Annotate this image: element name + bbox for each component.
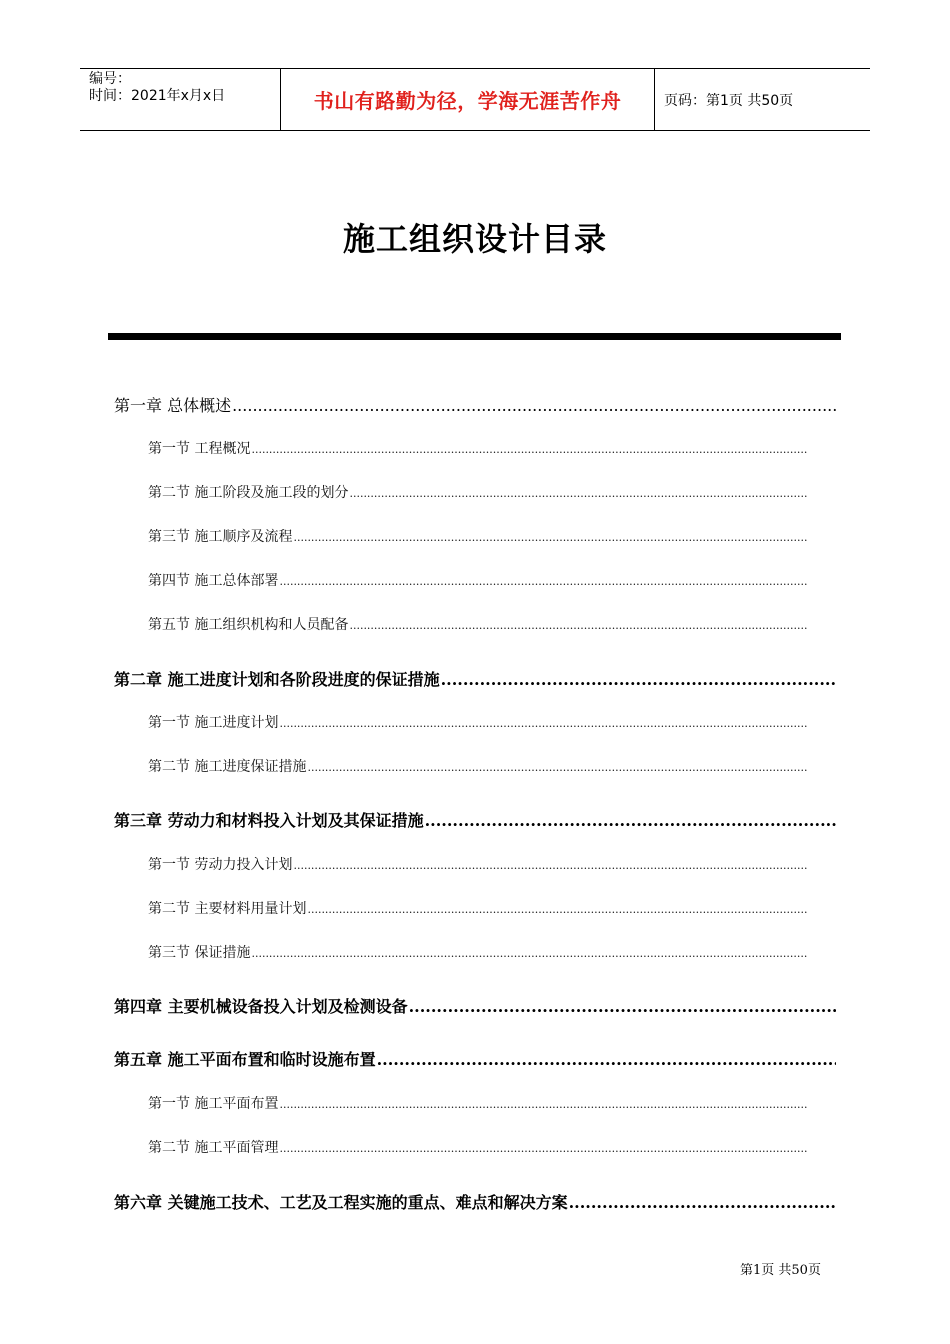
toc-section[interactable] [148,614,808,634]
toc-label: 第五节 施工组织机构和人员配备 [148,617,349,633]
toc-label: 第二节 施工阶段及施工段的划分 [148,485,349,501]
number-label: 编号： [89,71,131,87]
toc-label: 第一节 工程概况 [148,441,251,457]
toc-label: 第三章 劳动力和材料投入计划及其保证措施 [114,811,424,830]
header-meta [80,69,281,130]
leader-dots [279,575,808,588]
leader-dots [307,761,808,774]
motto: 书山有路勤为径，学海无涯苦作舟 [313,89,622,113]
leader-dots [377,1050,836,1069]
toc-section[interactable] [148,712,808,732]
leader-dots [251,947,808,960]
leader-dots [425,811,836,830]
leader-dots [409,997,836,1016]
header-motto-cell [281,69,655,130]
leader-dots [349,487,808,500]
header-table [80,68,870,131]
page-title: 施工组织设计目录 [342,220,607,258]
leader-dots [441,670,836,689]
toc-label: 第一节 施工平面布置 [148,1096,279,1112]
title-rule [108,333,841,340]
leader-dots [307,903,808,916]
toc-label: 第六章 关键施工技术、工艺及工程实施的重点、难点和解决方案 [114,1193,568,1212]
time-label: 时间：2021年x月x日 [89,88,226,104]
toc-label: 第一节 劳动力投入计划 [148,857,293,873]
toc-label: 第二节 施工进度保证措施 [148,759,307,775]
leader-dots [293,531,808,544]
toc-chapter-5[interactable] [114,1047,836,1070]
toc-label: 第二章 施工进度计划和各阶段进度的保证措施 [114,670,440,689]
leader-dots [293,859,808,872]
toc-label: 第三节 保证措施 [148,945,251,961]
toc-section[interactable] [148,854,808,874]
toc-chapter-3[interactable] [114,808,836,831]
toc-label: 第二节 施工平面管理 [148,1140,279,1156]
leader-dots [251,443,808,456]
leader-dots [279,717,808,730]
toc-section[interactable] [148,482,808,502]
toc-label: 第四章 主要机械设备投入计划及检测设备 [114,997,408,1016]
toc-label: 第一节 施工进度计划 [148,715,279,731]
toc-label: 第四节 施工总体部署 [148,573,279,589]
toc-section[interactable] [148,898,808,918]
toc-section[interactable] [148,438,808,458]
toc-section[interactable] [148,942,808,962]
leader-dots [232,396,836,415]
toc-chapter-4[interactable] [114,994,836,1017]
leader-dots [279,1142,808,1155]
toc-label: 第二节 主要材料用量计划 [148,901,307,917]
page-label: 页码：第1页 共50页 [664,92,794,109]
toc-chapter-2[interactable] [114,667,836,690]
leader-dots [569,1193,836,1212]
page-footer: 第1页 共50页 [740,1263,821,1278]
toc-label: 第五章 施工平面布置和临时设施布置 [114,1050,376,1069]
toc-section[interactable] [148,1093,808,1113]
toc-section[interactable] [148,756,808,776]
toc-section[interactable] [148,570,808,590]
leader-dots [349,619,808,632]
header-page-cell [655,69,870,130]
leader-dots [279,1098,808,1111]
toc-label: 第三节 施工顺序及流程 [148,529,293,545]
toc-chapter-6[interactable] [114,1190,836,1213]
toc-section[interactable] [148,1137,808,1157]
toc-section[interactable] [148,526,808,546]
toc-label: 第一章 总体概述 [114,396,232,415]
toc-chapter-1[interactable] [114,393,836,416]
